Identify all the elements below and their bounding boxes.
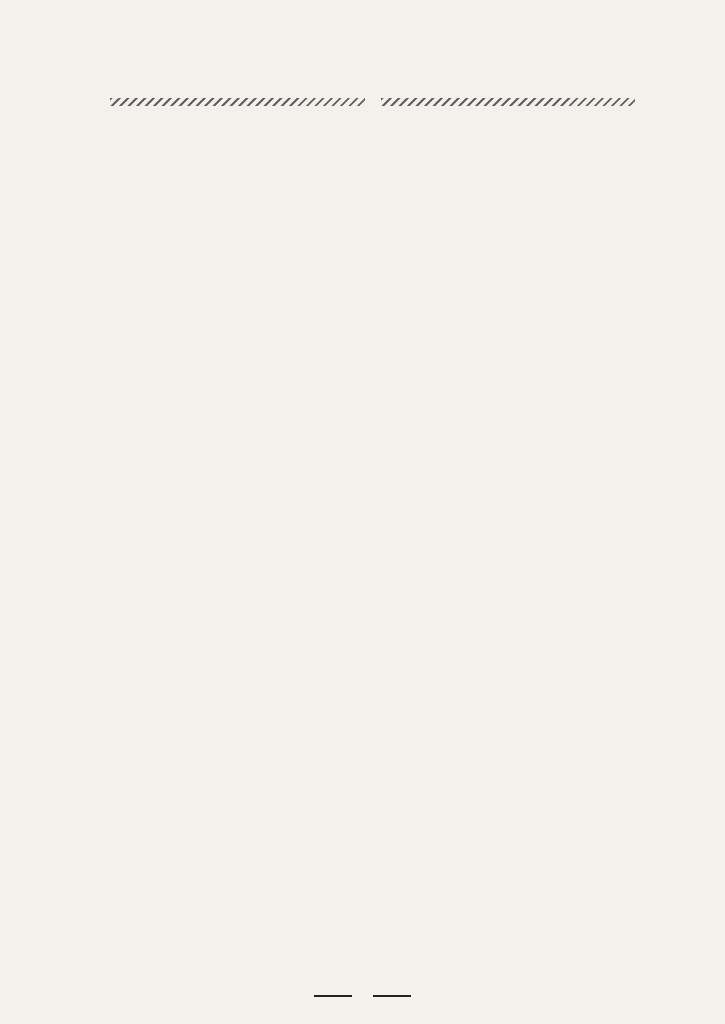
running-header [110, 96, 635, 108]
bottom-text-block [90, 583, 635, 943]
footer-dash-left [314, 995, 352, 997]
page-footer [0, 985, 725, 1004]
header-ornament-left [110, 98, 365, 106]
top-text-block [90, 165, 635, 520]
header-ornament-right [381, 98, 636, 106]
footer-dash-right [373, 995, 411, 997]
